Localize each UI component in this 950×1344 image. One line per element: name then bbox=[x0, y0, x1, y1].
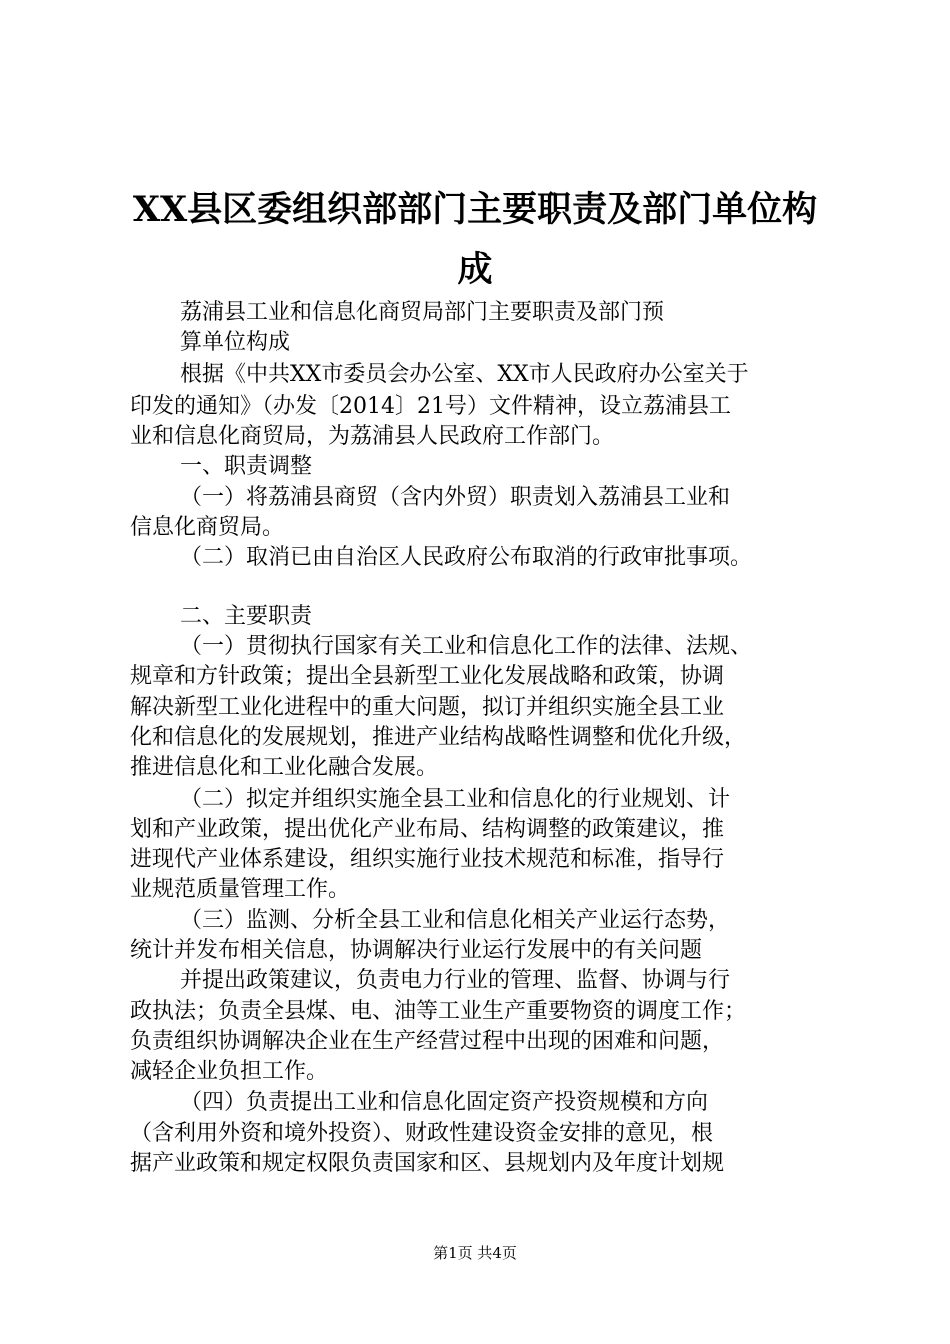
body-line: （二）拟定并组织实施全县工业和信息化的行业规划、计 bbox=[180, 787, 731, 812]
body-line: 业规范质量管理工作。 bbox=[130, 877, 351, 902]
document-title-line-2: 成 bbox=[457, 249, 493, 290]
body-line: 政执法；负责全县煤、电、油等工业生产重要物资的调度工作； bbox=[130, 999, 747, 1024]
body-line: 并提出政策建议，负责电力行业的管理、监督、协调与行 bbox=[180, 968, 731, 993]
body-line: 划和产业政策，提出优化产业布局、结构调整的政策建议，推 bbox=[130, 817, 725, 842]
body-line: 解决新型工业化进程中的重大问题，拟订并组织实施全县工业 bbox=[130, 695, 725, 720]
body-line: （二）取消已由自治区人民政府公布取消的行政审批事项。 bbox=[180, 545, 753, 570]
body-line: 统计并发布相关信息，协调解决行业运行发展中的有关问题 bbox=[130, 938, 703, 963]
body-line: 据产业政策和规定权限负责国家和区、县规划内及年度计划规 bbox=[130, 1151, 725, 1176]
body-line: 推进信息化和工业化融合发展。 bbox=[130, 755, 439, 780]
body-line: （四）负责提出工业和信息化固定资产投资规模和方向 bbox=[180, 1090, 709, 1115]
document-title-line-1: XX县区委组织部部门主要职责及部门单位构 bbox=[132, 189, 818, 230]
body-line: 业和信息化商贸局，为荔浦县人民政府工作部门。 bbox=[130, 424, 615, 449]
body-line: 规章和方针政策；提出全县新型工业化发展战略和政策，协调 bbox=[130, 664, 725, 689]
body-line: 根据《中共XX市委员会办公室、XX市人民政府办公室关于 bbox=[180, 362, 749, 387]
body-line: 算单位构成 bbox=[180, 330, 291, 355]
body-line: 进现代产业体系建设，组织实施行业技术规范和标准，指导行 bbox=[130, 847, 725, 872]
body-line: （一）贯彻执行国家有关工业和信息化工作的法律、法规、 bbox=[180, 634, 753, 659]
body-line: 减轻企业负担工作。 bbox=[130, 1059, 329, 1084]
page-number-footer: 第1页 共4页 bbox=[433, 1244, 517, 1262]
section-heading: 一、职责调整 bbox=[180, 454, 313, 479]
body-line: 信息化商贸局。 bbox=[130, 515, 285, 540]
body-line: （一）将荔浦县商贸（含内外贸）职责划入荔浦县工业和 bbox=[180, 485, 731, 510]
body-line: 印发的通知》（办发〔2014〕21号）文件精神，设立荔浦县工 bbox=[130, 394, 731, 419]
body-line: 荔浦县工业和信息化商贸局部门主要职责及部门预 bbox=[180, 300, 665, 325]
body-line: （含利用外资和境外投资）、财政性建设资金安排的意见，根 bbox=[130, 1121, 714, 1146]
body-line: 负责组织协调解决企业在生产经营过程中出现的困难和问题， bbox=[130, 1029, 725, 1054]
body-line: （三）监测、分析全县工业和信息化相关产业运行态势， bbox=[180, 908, 731, 933]
body-line: 化和信息化的发展规划，推进产业结构战略性调整和优化升级， bbox=[130, 725, 747, 750]
section-heading: 二、主要职责 bbox=[180, 604, 313, 629]
